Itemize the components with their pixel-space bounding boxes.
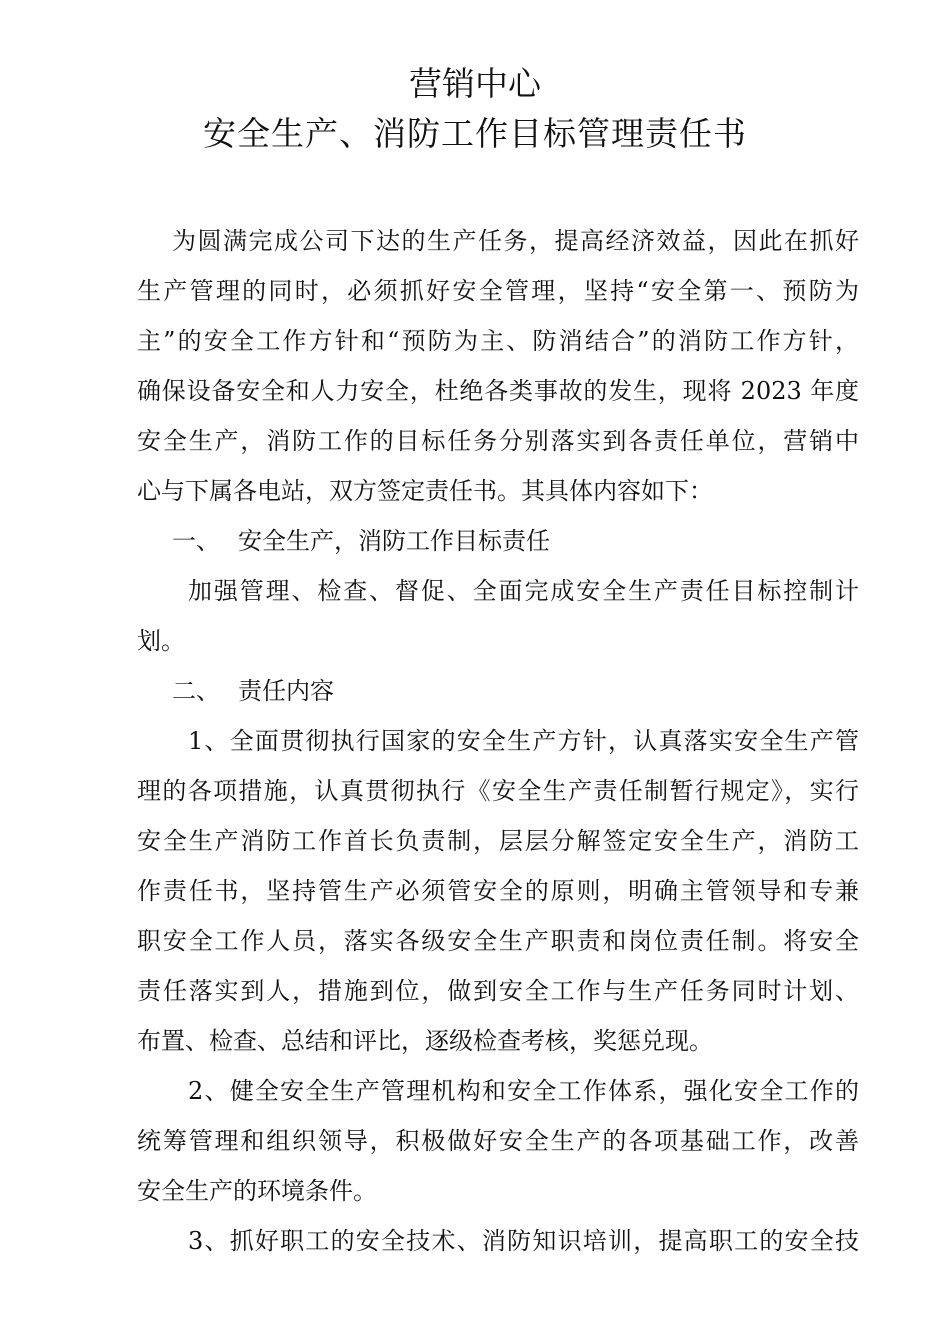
section-2-heading: [172, 673, 859, 709]
document-title-line-1: 营销中心: [409, 64, 541, 103]
item-1-line: 职安全工作人员，落实各级安全生产职责和岗位责任制。将安全: [137, 927, 859, 955]
item-1-line: 理的各项措施，认真贯彻执行《安全生产责任制暂行规定》，实行: [137, 777, 859, 805]
section-2-title: 责任内容: [238, 677, 334, 705]
item-1-line: 安全生产消防工作首长负责制，层层分解签定安全生产，消防工: [137, 827, 859, 855]
item-1-line: 责任落实到人，措施到位，做到安全工作与生产任务同时计划、: [137, 977, 859, 1005]
item-3-line: 3、抓好职工的安全技术、消防知识培训，提高职工的安全技: [188, 1227, 859, 1255]
section-1-number: 一、: [172, 527, 220, 555]
item-1-line: 作责任书，坚持管生产必须管安全的原则，明确主管领导和专兼: [137, 877, 859, 905]
item-2-line: 统筹管理和组织领导，积极做好安全生产的各项基础工作，改善: [137, 1127, 859, 1155]
intro-line: 主”的安全工作方针和“预防为主、防消结合”的消防工作方针，: [137, 327, 859, 355]
section-1-line: 加强管理、检查、督促、全面完成安全生产责任目标控制计: [188, 577, 859, 605]
intro-line: 确保设备安全和人力安全，杜绝各类事故的发生，现将 2023 年度: [137, 377, 859, 405]
section-1-line: 划。: [137, 627, 185, 655]
section-1-title: 安全生产，消防工作目标责任: [238, 527, 550, 555]
document-title-line-2: 安全生产、消防工作目标管理责任书: [203, 114, 747, 153]
item-1-line: 布置、检查、总结和评比，逐级检查考核，奖惩兑现。: [137, 1027, 713, 1055]
section-1-heading: [172, 523, 859, 559]
item-2-line: 2、健全安全生产管理机构和安全工作体系，强化安全工作的: [188, 1077, 859, 1105]
section-2-number: 二、: [172, 677, 220, 705]
item-2-line: 安全生产的环境条件。: [137, 1177, 377, 1205]
item-1-line: 1、全面贯彻执行国家的安全生产方针，认真落实安全生产管: [188, 727, 859, 755]
intro-line: 心与下属各电站，双方签定责任书。其具体内容如下：: [137, 477, 713, 505]
intro-line: 为圆满完成公司下达的生产任务，提高经济效益，因此在抓好: [172, 227, 859, 255]
intro-line: 生产管理的同时，必须抓好安全管理，坚持“安全第一、预防为: [137, 277, 859, 305]
intro-line: 安全生产，消防工作的目标任务分别落实到各责任单位，营销中: [137, 427, 859, 455]
